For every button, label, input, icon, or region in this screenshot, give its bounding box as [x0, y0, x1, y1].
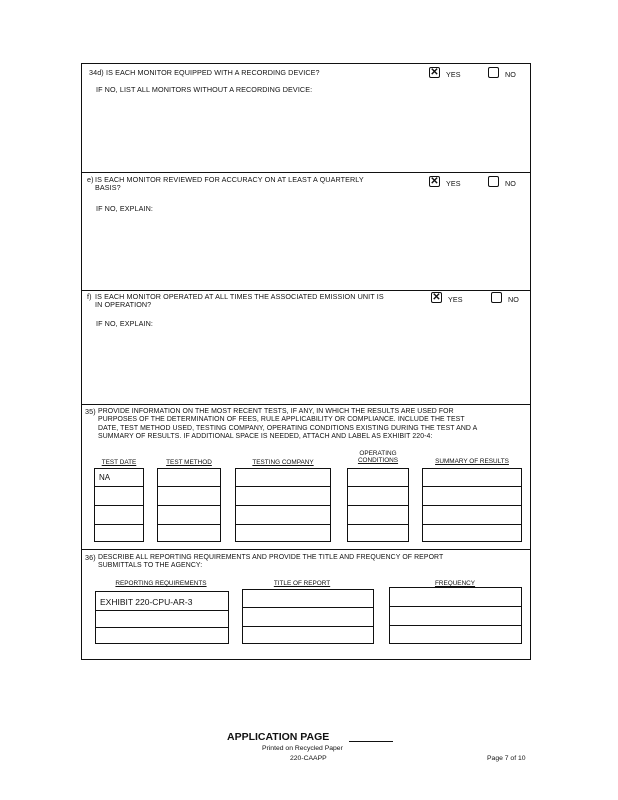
- table-row: [390, 625, 521, 626]
- requirement-value: EXHIBIT 220-CPU-AR-3: [100, 597, 193, 607]
- test-date-column[interactable]: [94, 468, 144, 542]
- table-row: [236, 486, 330, 487]
- q34d-no-checkbox[interactable]: [488, 67, 499, 78]
- q34d-label: 34d): [89, 68, 104, 77]
- reporting-requirements-column[interactable]: [95, 591, 229, 644]
- q35-text-line1: PROVIDE INFORMATION ON THE MOST RECENT TESTS, IF ANY, IN WHICH THE RESULTS ARE USED FOR: [98, 408, 454, 415]
- q-f-no-checkbox[interactable]: [491, 292, 502, 303]
- col-test-date: TEST DATE: [101, 459, 137, 466]
- table-row: [96, 610, 228, 611]
- table-row: [95, 486, 143, 487]
- table-row: [158, 505, 220, 506]
- table-row: [236, 524, 330, 525]
- q35-text-line3: DATE, TEST METHOD USED, TESTING COMPANY, OPERATING CONDITIONS EXISTING DURING THE TEST AND A: [98, 424, 478, 432]
- q35-label: 35): [85, 407, 96, 416]
- q-e-yes-label: YES: [446, 179, 461, 188]
- divider: [82, 549, 530, 550]
- q36-text-line2: SUBMITTALS TO THE AGENCY:: [98, 562, 203, 570]
- table-row: [348, 486, 408, 487]
- divider: [82, 290, 530, 291]
- q35-text-line4: SUMMARY OF RESULTS. IF ADDITIONAL SPACE IS NEEDED, ATTACH AND LABEL AS EXHIBIT 220-4:: [98, 433, 433, 441]
- col-testing-company: TESTING COMPANY: [252, 459, 314, 466]
- q35-text: [98, 408, 477, 442]
- col-summary: SUMMARY OF RESULTS: [435, 458, 509, 465]
- q-f-yes-label: YES: [448, 295, 463, 304]
- test-method-column[interactable]: [157, 468, 221, 542]
- summary-column[interactable]: [422, 468, 522, 542]
- q34d-question: IS EACH MONITOR EQUIPPED WITH A RECORDING DEVICE?: [106, 68, 320, 77]
- q-f-question: [95, 293, 384, 310]
- table-row: [158, 486, 220, 487]
- divider: [82, 172, 530, 173]
- table-row: [348, 524, 408, 525]
- q-e-no-checkbox[interactable]: [488, 176, 499, 187]
- q-e-question-line1: IS EACH MONITOR REVIEWED FOR ACCURACY ON AT LEAST A QUARTERLY: [95, 175, 364, 184]
- col-reporting-requirements: REPORTING REQUIREMENTS: [115, 580, 207, 587]
- divider: [82, 404, 530, 405]
- q-f-no-label: NO: [508, 295, 519, 304]
- q-f-question-line2: IN OPERATION?: [95, 300, 152, 310]
- q35-text-line2: PURPOSES OF THE DETERMINATION OF FEES, RULE APPLICABILITY OR COMPLIANCE. INCLUDE THE TEST: [98, 416, 465, 424]
- page-number: Page 7 of 10: [487, 755, 526, 762]
- application-page-blank[interactable]: [349, 741, 393, 742]
- form-frame: [81, 63, 531, 660]
- q-f-yes-checkbox[interactable]: ✕: [432, 292, 441, 303]
- application-page-title: APPLICATION PAGE: [227, 731, 330, 743]
- q36-text: [98, 554, 443, 571]
- table-row: [243, 607, 373, 608]
- q34d-no-label: NO: [505, 70, 516, 79]
- col-test-method: TEST METHOD: [166, 459, 212, 466]
- q34d-yes-label: YES: [446, 70, 461, 79]
- table-row: [348, 505, 408, 506]
- testing-company-column[interactable]: [235, 468, 331, 542]
- table-row: [158, 524, 220, 525]
- q34d-yes-checkbox[interactable]: ✕: [430, 67, 439, 78]
- col-operating-conditions: [346, 450, 410, 464]
- table-row: [423, 524, 521, 525]
- table-row: [243, 626, 373, 627]
- q-e-question: [95, 176, 364, 193]
- table-row: [423, 505, 521, 506]
- col-operating-line1: OPERATING: [359, 450, 397, 457]
- col-frequency: FREQUENCY: [434, 580, 476, 587]
- test-date-value: NA: [99, 473, 111, 482]
- q-f-label: f): [87, 292, 92, 301]
- col-operating-line2: CONDITIONS: [357, 457, 399, 464]
- q-e-followup: IF NO, EXPLAIN:: [96, 204, 154, 213]
- q-f-question-line1: IS EACH MONITOR OPERATED AT ALL TIMES THE ASSOCIATED EMISSION UNIT IS: [95, 292, 384, 301]
- table-row: [95, 524, 143, 525]
- q36-text-line1: DESCRIBE ALL REPORTING REQUIREMENTS AND PROVIDE THE TITLE AND FREQUENCY OF REPORT: [98, 554, 444, 561]
- q34d-followup: IF NO, LIST ALL MONITORS WITHOUT A RECORDING DEVICE:: [96, 85, 313, 94]
- table-row: [95, 505, 143, 506]
- q-e-label: e): [87, 175, 94, 184]
- q-e-no-label: NO: [505, 179, 516, 188]
- operating-conditions-column[interactable]: [347, 468, 409, 542]
- title-of-report-column[interactable]: [242, 589, 374, 644]
- col-title-of-report: TITLE OF REPORT: [273, 580, 331, 587]
- table-row: [96, 627, 228, 628]
- table-row: [236, 505, 330, 506]
- recycled-paper-note: Printed on Recycled Paper: [262, 745, 343, 752]
- table-row: [423, 486, 521, 487]
- q-e-question-line2: BASIS?: [95, 183, 121, 193]
- q-e-yes-checkbox[interactable]: ✕: [430, 176, 439, 187]
- q36-label: 36): [85, 553, 96, 562]
- q-f-followup: IF NO, EXPLAIN:: [96, 319, 154, 328]
- form-code: 220-CAAPP: [290, 755, 327, 762]
- frequency-column[interactable]: [389, 587, 522, 644]
- table-row: [390, 606, 521, 607]
